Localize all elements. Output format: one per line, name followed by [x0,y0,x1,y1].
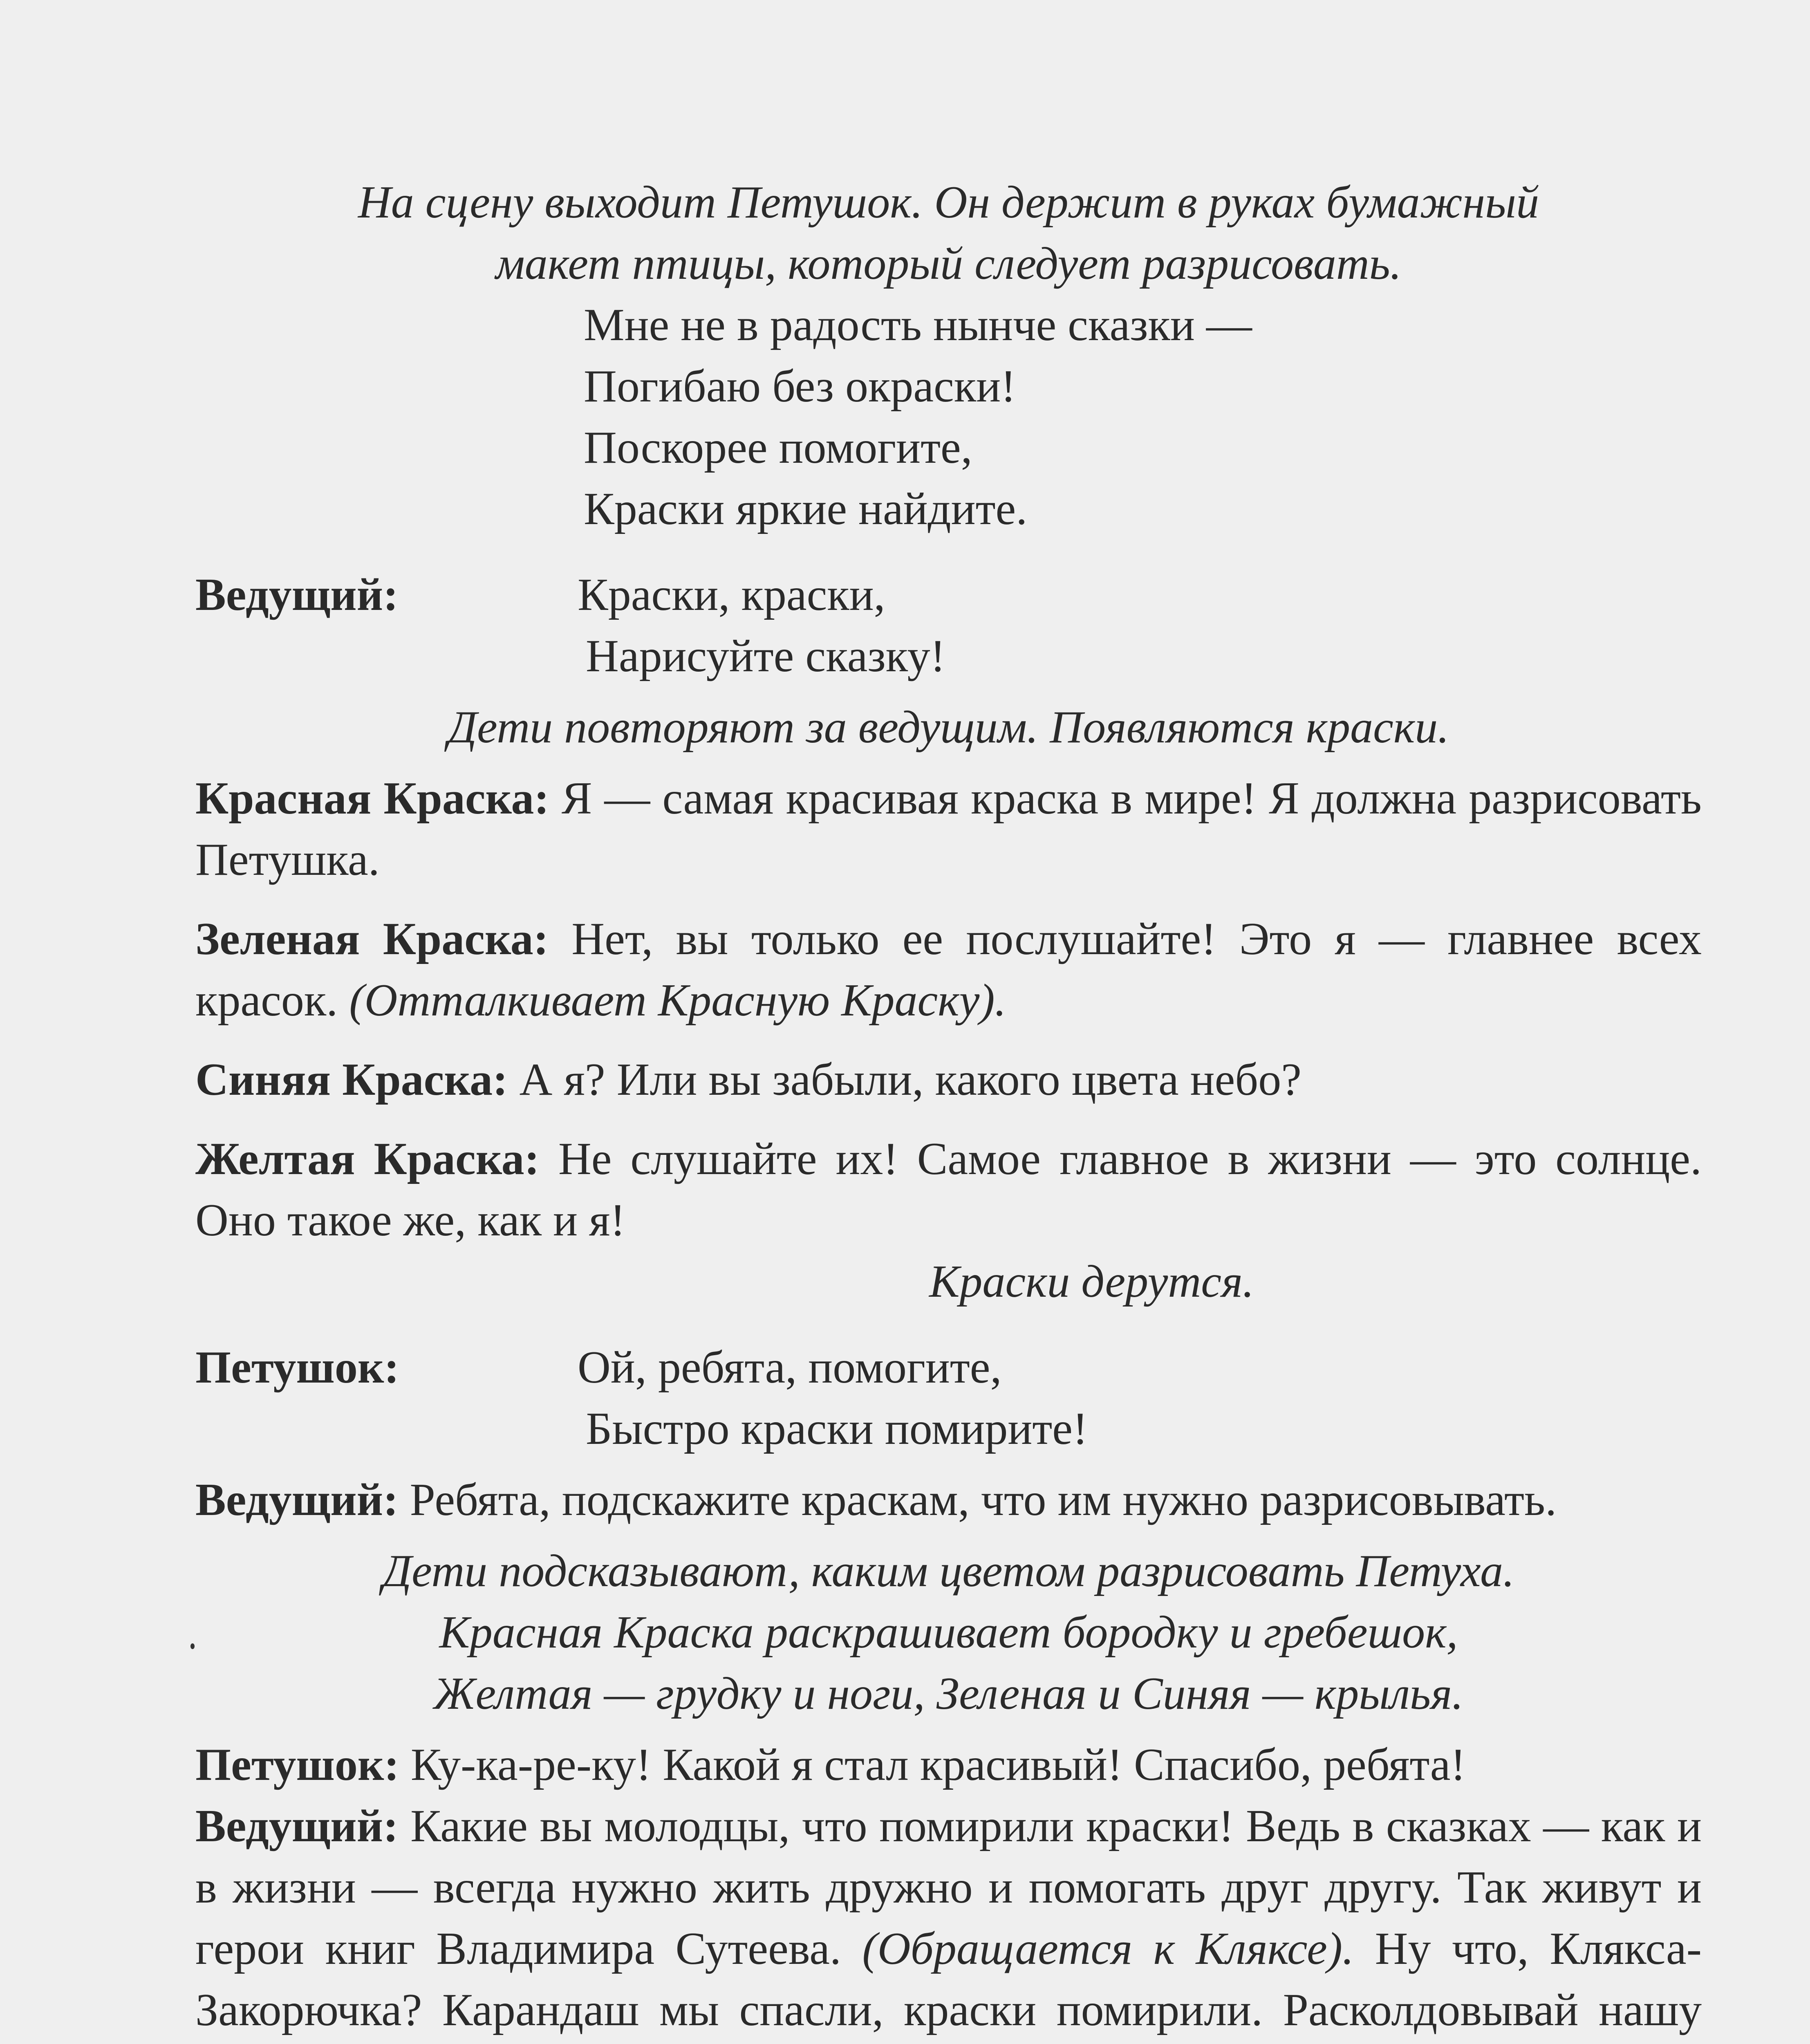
verse-line: Краски яркие найдите. [584,484,1028,534]
stage-direction-line: макет птицы, который следует разрисовать. [495,238,1402,289]
speaker-name: Ведущий: [195,1801,399,1851]
host-verse-block [195,564,1702,687]
verse-line: Краски, краски, [578,569,885,620]
stage-remark: (Отталкивает Красную Краску). [349,975,1006,1026]
speech-text: Не слушайте их! Самое главное в жизни — это солнце. Оно такое же, как и я! [195,1134,1702,1246]
verse-line: Погибаю без окраски! [584,361,1016,412]
speech-text: Ну что, Клякса-Закорючка? Карандаш мы спасли, краски помирили. Расколдовывай нашу [195,1923,1702,2035]
verse-line: Поскорее помогите, [584,422,972,473]
speaker-name: Ведущий: [195,1475,399,1525]
page-content [195,172,1702,2044]
scan-speck [190,1643,195,1649]
speech-text: Ребята, подскажите краскам, что им нужно разрисовывать. [410,1475,1557,1525]
verse-line: Нарисуйте сказку! [586,631,945,681]
verse-lines [578,564,945,687]
speaker-name: Желтая Краска: [195,1134,540,1184]
speaker-name: Синяя Краска: [195,1054,508,1105]
rooster-line-2 [195,1734,1702,1795]
speech-text: Я — самая красивая краска в мире! Я должна разрисовать Петушка. [195,773,1702,885]
verse-line: Мне не в радость нынче сказки — [584,300,1252,350]
rooster-verse-block [195,1337,1702,1459]
stage-direction-line: Красная Краска раскрашивает бородку и гребешок, [439,1607,1458,1658]
red-paint-line [195,768,1702,890]
stage-direction-1 [195,172,1702,294]
speaker-name: Зеленая Краска: [195,914,549,964]
verse-line: Быстро краски помирите! [586,1403,1088,1454]
stage-direction-4 [195,1540,1702,1724]
rooster-verse [584,294,1702,540]
stage-direction-line: На сцену выходит Петушок. Он держит в руках бумажный [358,177,1539,228]
speech-text: Нет, вы только ее послушайте! Это я — главнее всех красок. [195,914,1702,1026]
speech-text: Ку-ка-ре-ку! Какой я стал красивый! Спасибо, ребята! [410,1739,1466,1790]
verse-lines [578,1337,1088,1459]
stage-direction-3: Краски дерутся. [929,1256,1254,1307]
speaker-name: Ведущий: [195,569,399,620]
stage-direction-line: Дети подсказывают, каким цветом разрисовать Петуха. [382,1546,1515,1596]
stage-remark: (Обращается к Кляксе). [862,1923,1354,1974]
blue-paint-line [195,1049,1702,1110]
verse-line: Ой, ребята, помогите, [578,1342,1002,1393]
stage-direction-line: Желтая — грудку и ноги, Зеленая и Синяя — крылья. [433,1668,1464,1719]
speech-text: Какие вы молодцы, что помирили краски! Ведь в сказках — как и в жизни — всегда нужно жить дружно и помогать друг другу. Так живут и герои книг Владимира Сутеева. [195,1801,1702,1974]
speaker-name: Петушок: [195,1342,399,1393]
yellow-paint-line [195,1128,1702,1251]
speaker-name: Петушок: [195,1739,399,1790]
stage-direction-2: Дети повторяют за ведущим. Появляются краски. [448,702,1449,753]
speaker-name: Красная Краска: [195,773,549,824]
green-paint-line [195,908,1702,1031]
host-line-1 [195,1469,1702,1531]
speech-text: А я? Или вы забыли, какого цвета небо? [519,1054,1301,1105]
host-line-2 [195,1795,1702,2044]
